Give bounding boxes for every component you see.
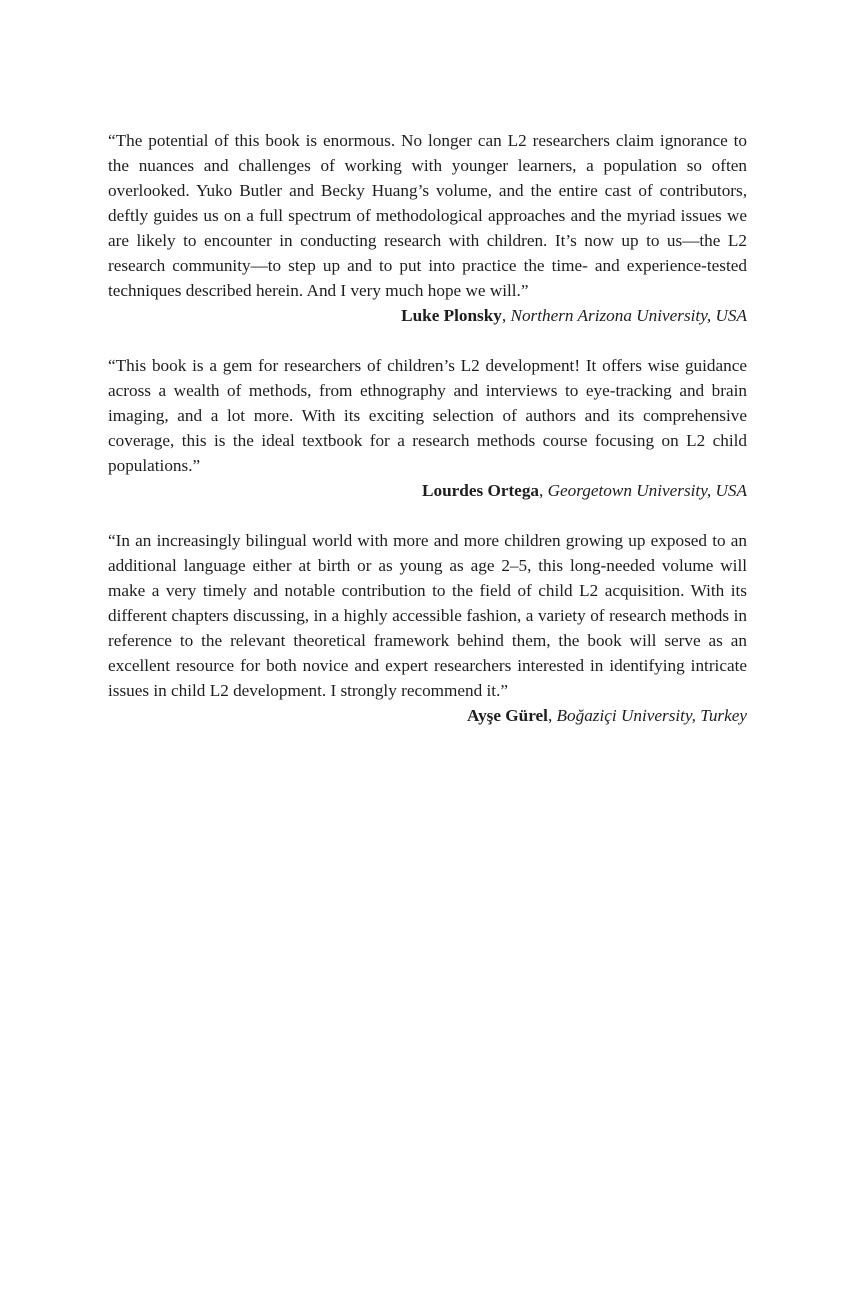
endorser-name: Ayşe Gürel xyxy=(466,706,548,725)
endorser-name: Luke Plonsky xyxy=(401,306,502,325)
endorsement-plonsky xyxy=(108,128,747,328)
endorser-affiliation: Georgetown University, USA xyxy=(547,481,747,500)
attribution-separator: , xyxy=(501,306,511,325)
endorsement-attribution xyxy=(108,703,747,728)
endorser-affiliation: Northern Arizona University, USA xyxy=(510,306,747,325)
endorser-name: Lourdes Ortega xyxy=(422,481,540,500)
endorsement-quote: “This book is a gem for researchers of children’s L2 development! It offers wise guidance across a wealth of methods, from ethnography and interviews to eye-tracking and brain imaging, and a lot more. With its exciting selection of authors and its comprehensive coverage, this is the ideal textbook for a research methods course focusing on L2 child populations.” xyxy=(108,356,747,475)
attribution-separator: , xyxy=(547,706,557,725)
endorsement-attribution xyxy=(108,478,747,503)
endorsements-page xyxy=(108,128,747,753)
endorsement-quote: “The potential of this book is enormous. No longer can L2 researchers claim ignorance to the nuances and challenges of working with younger learners, a population so often overlooked. Yuko Butler and Becky Huang’s volume, and the entire cast of contributors, deftly guides us on a full spectrum of methodological approaches and the myriad issues we are likely to encounter in conducting research with children. It’s now up to us—the L2 research community—to step up and to put into practice the time- and experience-tested techniques described herein. And I very much hope we will.” xyxy=(108,131,747,300)
endorsement-quote: “In an increasingly bilingual world with more and more children growing up exposed to an additional language either at birth or as young as age 2–5, this long-needed volume will make a very timely and notable contribution to the field of child L2 acquisition. With its different chapters discussing, in a highly accessible fashion, a variety of research methods in reference to the relevant theoretical framework behind them, the book will serve as an excellent resource for both novice and expert researchers interested in identifying intricate issues in child L2 development. I strongly recommend it.” xyxy=(108,531,747,700)
endorsement-attribution xyxy=(108,303,747,328)
endorsement-gurel xyxy=(108,528,747,728)
endorser-affiliation: Boğaziçi University, Turkey xyxy=(556,706,747,725)
endorsement-ortega xyxy=(108,353,747,503)
attribution-separator: , xyxy=(539,481,548,500)
